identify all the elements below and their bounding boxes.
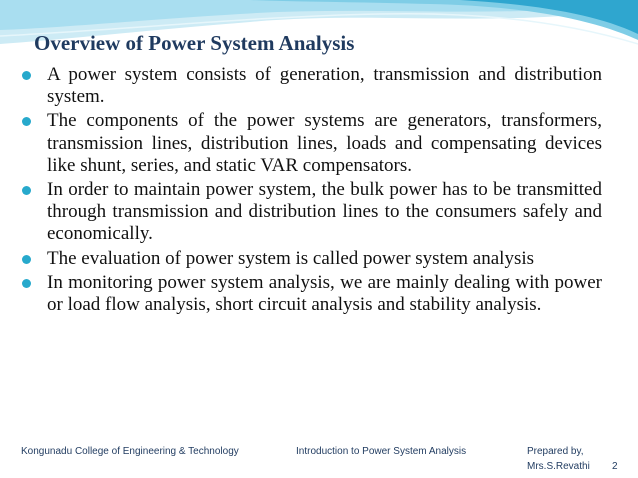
- bullet-item: [22, 64, 602, 108]
- bullet-item: [22, 248, 602, 270]
- bullet-text: The evaluation of power system is called power system analysis: [47, 247, 535, 269]
- footer-prepared-by: Prepared by,: [527, 446, 584, 457]
- bullet-dot-icon: [22, 279, 31, 288]
- slide-title: Overview of Power System Analysis: [34, 31, 355, 55]
- bullet-list: [22, 64, 602, 316]
- bullet-text: In order to maintain power system, the bulk power has to be transmitted through transmission and distribution lines to the consumers safely and economically.: [47, 179, 602, 245]
- page-number: 2: [612, 461, 618, 472]
- footer-course-title: Introduction to Power System Analysis: [296, 446, 467, 457]
- footer-college: Kongunadu College of Engineering & Technology: [21, 446, 239, 457]
- slide-footer: [0, 446, 638, 476]
- bullet-item: [22, 272, 602, 316]
- bullet-dot-icon: [22, 71, 31, 80]
- bullet-item: [22, 110, 602, 177]
- footer-author: Mrs.S.Revathi: [527, 461, 590, 472]
- bullet-dot-icon: [22, 255, 31, 264]
- bullet-text: In monitoring power system analysis, we are mainly dealing with power or load flow analysis, short circuit analysis and stability analysis.: [47, 271, 602, 316]
- bullet-text: A power system consists of generation, transmission and distribution system.: [47, 64, 602, 108]
- bullet-dot-icon: [22, 117, 31, 126]
- bullet-item: [22, 179, 602, 246]
- bullet-dot-icon: [22, 186, 31, 195]
- bullet-text: The components of the power systems are generators, transformers, transmission lines, distribution lines, loads and compensating devices like shunt, series, and static VAR compensators.: [47, 110, 602, 176]
